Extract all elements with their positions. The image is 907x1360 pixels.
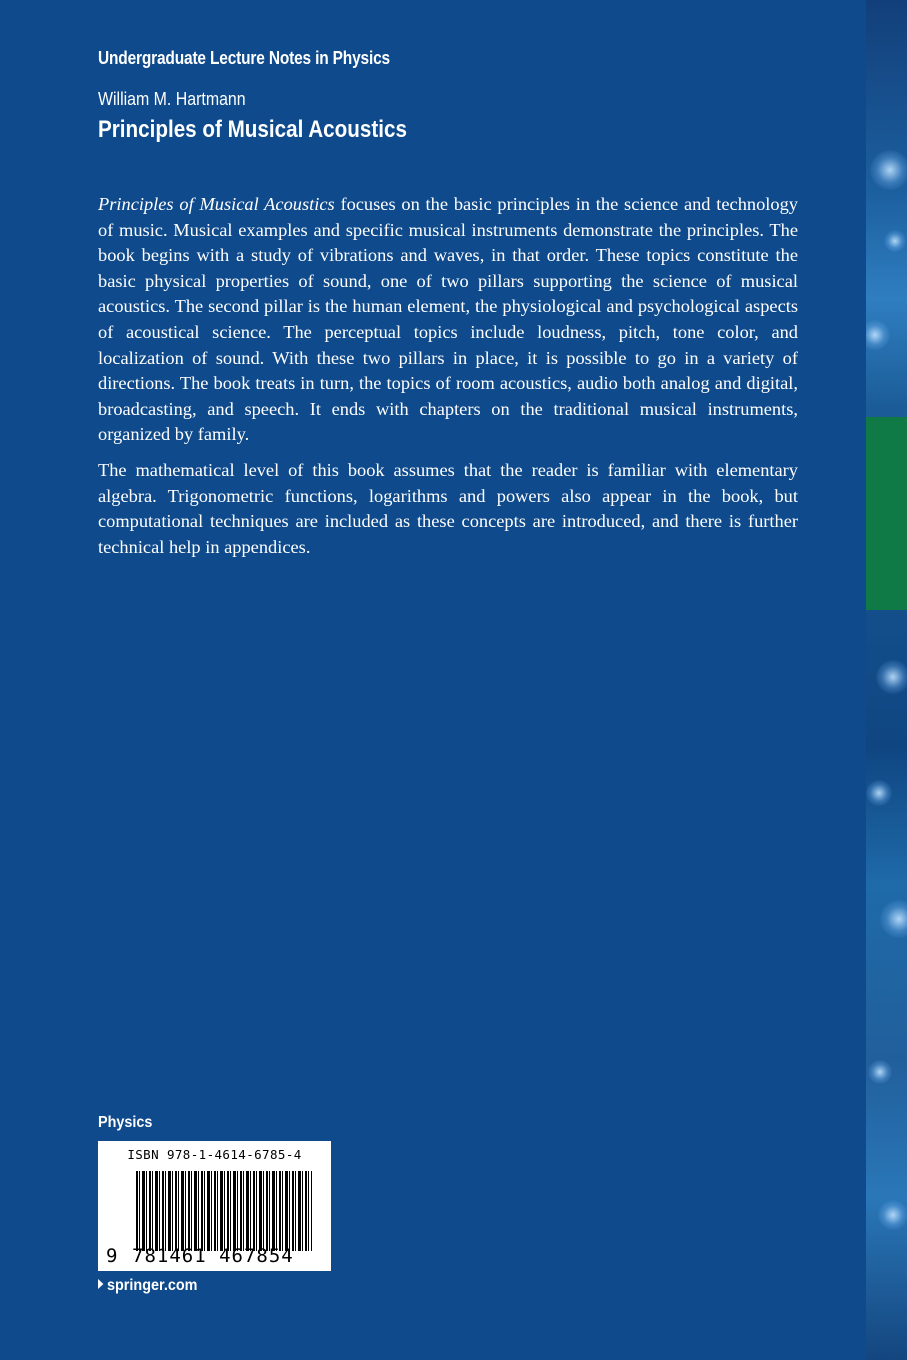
arrow-right-icon <box>98 1279 103 1289</box>
barcode-first-digit: 9 <box>106 1245 119 1267</box>
description-title-italic: Principles of Musical Acoustics <box>98 194 335 214</box>
book-title: Principles of Musical Acoustics <box>98 116 407 143</box>
series-title: Undergraduate Lecture Notes in Physics <box>98 48 390 68</box>
description-paragraph-2: The mathematical level of this book assumes that the reader is familiar with elementary algebra. Trigonometric functions, logarithms and powers also appear in the book, but computational techniques are included as these concepts are introduced, and there is further technical help in appendices. <box>98 459 798 557</box>
website-text[interactable]: springer.com <box>107 1277 198 1294</box>
barcode-digit-groups: 781461 467854 <box>132 1245 294 1267</box>
author-name: William M. Hartmann <box>98 88 246 109</box>
barcode-digits <box>106 1245 326 1267</box>
barcode-bars <box>136 1171 312 1251</box>
cover-image-strip <box>866 0 907 1360</box>
description-paragraph-1-text: focuses on the basic principles in the science and technology of music. Musical examples and specific musical instruments demonstrate the principles. The book begins with a study of vibrations and waves, in that order. These topics constitute the basic physical properties of sound, one of two pillars supporting the science of musical acoustics. The second pillar is the human element, the physiological and psychological aspects of acoustical science. The perceptual topics include loudness, pitch, tone color, and localization of sound. With these two pillars in place, it is possible to go in a variety of directions. The book treats in turn, the topics of room acoustics, audio both analog and digital, broadcasting, and speech. It ends with chapters on the traditional musical instruments, organized by family. <box>98 194 798 445</box>
isbn-barcode <box>98 1141 331 1271</box>
isbn-text: ISBN 978-1-4614-6785-4 <box>127 1147 302 1162</box>
green-color-band <box>866 417 907 610</box>
subject-label: Physics <box>98 1114 153 1131</box>
publisher-website[interactable] <box>98 1277 197 1295</box>
book-description <box>98 192 798 570</box>
description-paragraph-1 <box>98 192 798 448</box>
